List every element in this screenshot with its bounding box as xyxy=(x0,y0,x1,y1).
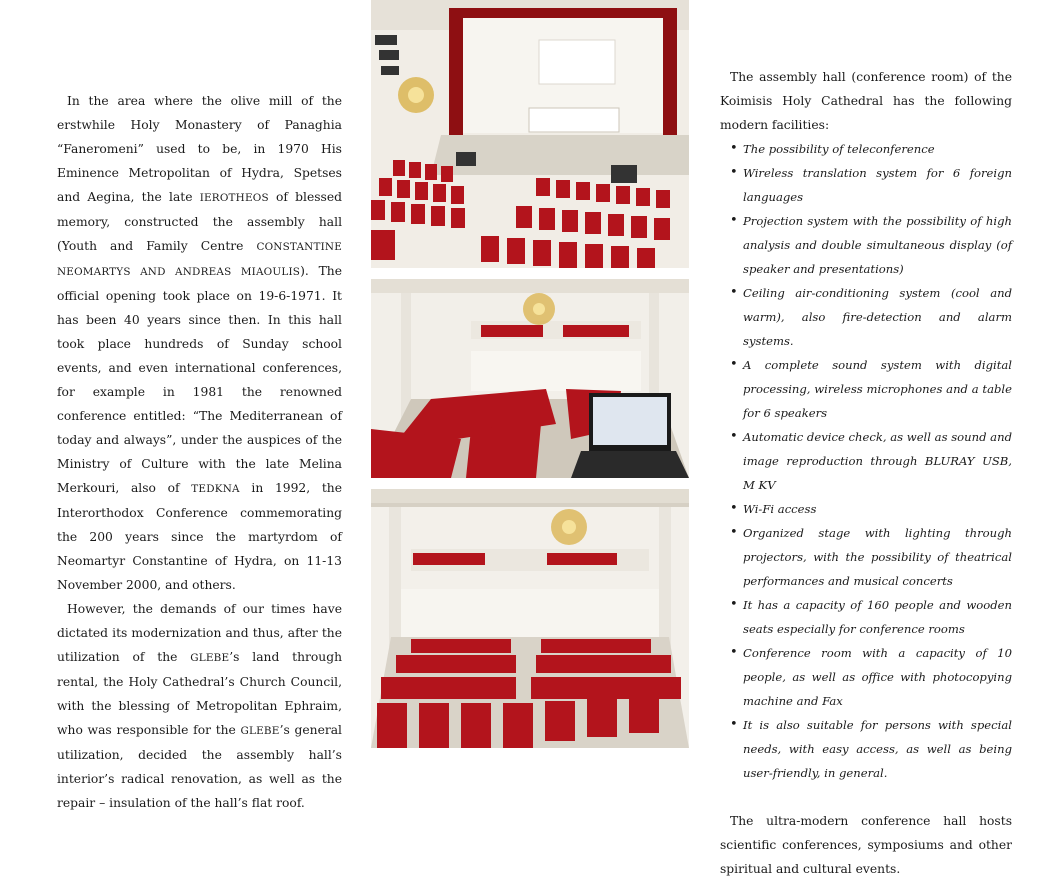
facility-item: • Conference room with a capacity of 10 people, as well as office with photocopying machine and Fax xyxy=(720,641,1012,713)
facility-item: • It is also suitable for persons with special needs, with easy access, as well as being user-friendly, in general. xyxy=(720,713,1012,785)
rear-hall-photo xyxy=(371,489,689,748)
facilities-list xyxy=(720,137,1012,785)
facility-item: • A complete sound system with digital processing, wireless microphones and a table for 6 speakers xyxy=(720,353,1012,425)
small-caps-name: CONSTANTINE NEOMARTYS AND ANDREAS MIAOULIS xyxy=(57,241,342,278)
facility-item: • The possibility of teleconference xyxy=(720,137,1012,161)
facility-item: • Projection system with the possibility of high analysis and double simultaneous display (of speaker and presentations) xyxy=(720,209,1012,281)
renovation-paragraph: However, the demands of our times have dictated its modernization and thus, after the utilization of the GLEBE’s land through rental, the Holy Cathedral’s Church Council, with the blessing of Metropolitan Ephraim, who was responsible for the GLEBE’s general utilization, decided the assembly hall’s interior’s radical renovation, as well as the repair – insulation of the hall’s flat roof. xyxy=(57,602,342,810)
small-caps-name: TEDKNA xyxy=(191,483,240,495)
hall-balcony-photo xyxy=(371,279,689,478)
history-paragraph: In the area where the olive mill of the erstwhile Holy Monastery of Panaghia “Faneromeni” used to be, in 1970 His Eminence Metropolitan of Hydra, Spetses and Aegina, the late IEROTHEOS of blessed memory, constructed the assembly hall (Youth and Family Centre CONSTANTINE NEOMARTYS AND ANDREAS MIAOULIS). The official opening took place on 19-6-1971. It has been 40 years since then. In this hall took place hundreds of Sunday school events, and even international conferences, for example in 1981 the renowned conference entitled: “The Mediterranean of today and always”, under the auspices of the Ministry of Culture with the late Melina Merkouri, also of TEDKNA in 1992, the Interorthodox Conference commemorating the 200 years since the martyrdom of Neomartyr Constantine of Hydra, on 11-13 November 2000, and others. xyxy=(57,94,343,592)
small-caps-name: IEROTHEOS xyxy=(199,192,269,204)
facility-item: • It has a capacity of 160 people and wooden seats especially for conference rooms xyxy=(720,593,1012,641)
facility-item: • Ceiling air-conditioning system (cool and warm), also fire-detection and alarm systems. xyxy=(720,281,1012,353)
left-text-column xyxy=(57,0,342,815)
stage-photo xyxy=(371,0,689,268)
facility-item: • Wireless translation system for 6 foreign languages xyxy=(720,161,1012,209)
closing-paragraph: The ultra-modern conference hall hosts scientific conferences, symposiums and other spiritual and cultural events. xyxy=(720,814,1012,876)
facility-item: • Automatic device check, as well as sound and image reproduction through BLURAY USB, M KV xyxy=(720,425,1012,497)
right-text-column xyxy=(720,0,1012,881)
small-caps-name: GLEBE xyxy=(240,725,280,737)
facility-item: • Organized stage with lighting through projectors, with the possibility of theatrical performances and musical concerts xyxy=(720,521,1012,593)
small-caps-name: GLEBE xyxy=(190,652,230,664)
facilities-intro: The assembly hall (conference room) of the Koimisis Holy Cathedral has the following modern facilities: xyxy=(720,70,1012,132)
facility-item: • Wi-Fi access xyxy=(720,497,1012,521)
